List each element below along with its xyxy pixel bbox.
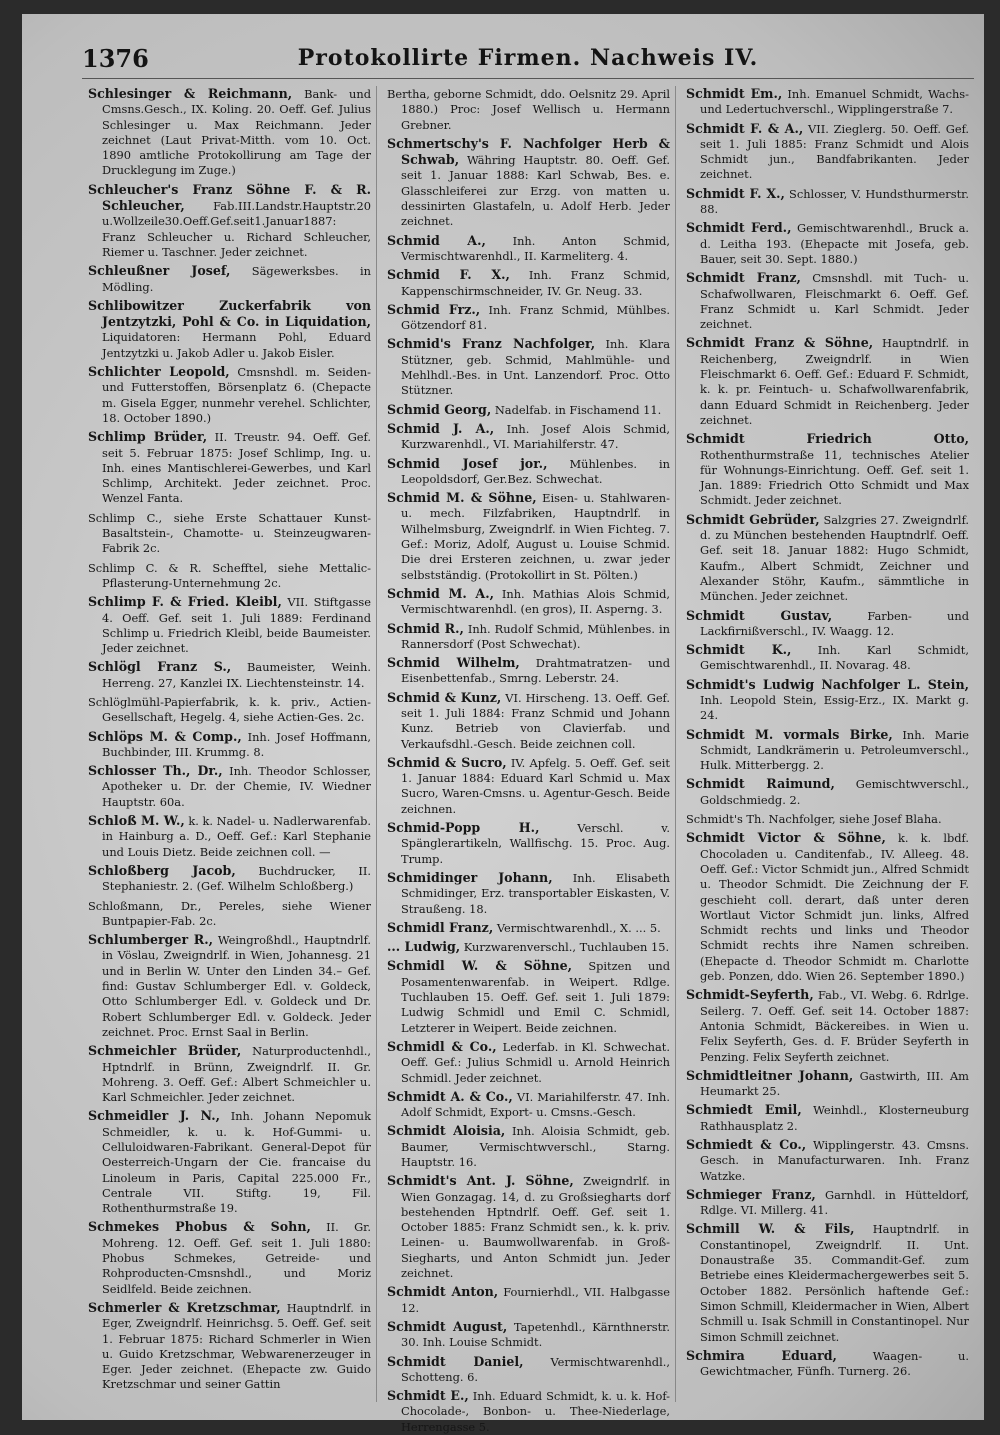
directory-entry — [686, 121, 969, 183]
entry-text: Tapetenhdl., Kärnthnerstr. 30. Inh. Louise Schmidt. — [401, 1319, 670, 1350]
entry-text: Fab., VI. Webg. 6. Rdrlge. Seilerg. 7. Oeff. Gef. seit 14. October 1887: Antonia Schmidt, Bäckereibes. in Wien u. Felix Seyferth, Ges. d. F. Brüder Seyferth in Penzing. Felix Seyferth zeichnet. — [700, 988, 969, 1064]
directory-entry — [686, 86, 969, 118]
firm-name: Schmidt Raimund, — [686, 776, 835, 792]
directory-entry — [88, 1108, 371, 1216]
firm-name: Schmid M. A., — [387, 585, 494, 601]
entry-text: Inh. Emanuel Schmidt, Wachs- und Ledertuchverschl., Wipplingerstraße 7. — [700, 87, 969, 117]
firm-name: Schmidt F. X., — [686, 185, 785, 201]
firm-name: Schmiedt & Co., — [686, 1137, 807, 1152]
entry-text: Schloßmann, Dr., Pereles, siehe Wiener Buntpapier-Fab. 2c. — [88, 898, 371, 928]
entry-text: Wipplingerstr. 43. Cmsns. Gesch. in Manufacturwaren. Inh. Franz Watzke. — [700, 1138, 969, 1183]
entry-text: Garnhdl. in Hütteldorf, Rdlge. VI. Millerg. 41. — [700, 1187, 969, 1218]
entry-text: Waagen- u. Gewichtmacher, Fünfh. Turnerg. 26. — [700, 1348, 969, 1379]
directory-entry — [387, 456, 670, 488]
directory-entry — [686, 431, 969, 508]
column-right — [686, 86, 974, 1402]
firm-name: Schmieger Franz, — [686, 1186, 816, 1202]
firm-name: ... Ludwig, — [387, 939, 461, 955]
directory-entry — [686, 335, 969, 428]
directory-entry — [387, 958, 670, 1035]
directory-entry — [387, 586, 670, 618]
firm-name: Schmill W. & Fils, — [686, 1221, 855, 1237]
entry-text: Inh. Franz Schmid, Mühlbes. Götzendorf 81. — [401, 302, 671, 333]
entry-text: Hauptndrlf. in Reichenberg, Zweigndrlf. in Wien Fleischmarkt 6. Oeff. Gef.: Eduard F. Schmidt, k. k. pr. Feintuch- u. Schafwollwarenfabrik, dann Eduard Schmidt in Reichenberg. Jeder zeichnet. — [700, 336, 970, 427]
entry-text: Naturproductenhdl., Hptndrlf. in Brünn, Zweigndrlf. II. Gr. Mohreng. 3. Oeff. Gef.: Albert Schmeichler u. Karl Schmeichler. Jeder zeichnet. — [102, 1044, 371, 1105]
directory-entry — [387, 490, 670, 583]
firm-name: Schlosser Th., Dr., — [88, 763, 223, 779]
entry-text: Währing Hauptstr. 80. Oeff. Gef. seit 1. Januar 1888: Karl Schwab, Bes. e. Glasschleiferei zur Erzg. von matten u. dessinirten Glastafeln, u. Adolf Herb. Jeder zeichnet. — [401, 153, 670, 229]
firm-name: Schmid & Sucro, — [387, 754, 507, 770]
entry-text: Hauptndrlf. in Constantinopel, Zweigndrlf. II. Unt. Donaustraße 35. Commandit-Gef. zum Betriebe eines Kleidermachergewerbes seit 5. October 1882. Persönlich haftende Gef.: Simon Schmill, Kleidermacher in Wien, Albert Schmill u. Isak Schmill in Constantinopel. Nur Simon Schmill zeichnet. — [700, 1222, 970, 1344]
entry-text: VII. Stiftgasse 4. Oeff. Gef. seit 1. Juli 1889: Ferdinand Schlimp u. Friedrich Kleibl, beide Baumeister. Jeder zeichnet. — [102, 595, 371, 656]
directory-entry — [686, 811, 969, 827]
directory-entry — [387, 233, 670, 265]
entry-text: Zweigndrlf. in Wien Gonzagag. 14, d. zu Großsiegharts dorf bestehenden Hptndrlf. Oeff. Gef. seit 1. October 1885: Franz Schmidt sen., k. k. priv. Leinen- u. Baumwollwarenfab. in Groß-Siegharts, und Anton Schmidt jun. Jeder zeichnet. — [401, 1174, 670, 1281]
entry-text: Drahtmatratzen- und Eisenbettenfab., Smrng. Leberstr. 24. — [401, 656, 670, 686]
firm-name: Schmidl Franz, — [387, 919, 494, 935]
entry-text: Inh. Mathias Alois Schmid, Vermischtwarenhdl. (en gros), II. Asperng. 3. — [401, 586, 671, 617]
entry-text: II. Treustr. 94. Oeff. Gef. seit 5. Februar 1875: Josef Schlimp, Ing. u. Inh. eines Mantischlerei-Gewerbes, und Karl Schlimp, Architekt. Jeder zeichnet. Proc. Wenzel Fanta. — [102, 430, 371, 506]
firm-name: Schmid R., — [387, 620, 464, 636]
firm-name: Schmidt Friedrich Otto, — [686, 431, 969, 447]
directory-entry — [686, 727, 969, 774]
entry-text: Inh. Eduard Schmidt, k. u. k. Hof-Chocolade-, Bonbon- u. Thee-Niederlage, Herrengasse 5. — [401, 1389, 671, 1434]
entry-text: Bank- und Cmsns.Gesch., IX. Koling. 20. Oeff. Gef. Julius Schlesinger u. Max Reichmann. Jeder zeichnet (Laut Privat-Mitth. vom 10. Oct. 1890 amtliche Protokollirung am Tage der Drucklegung im Zuge.) — [102, 87, 371, 178]
directory-entry — [686, 776, 969, 808]
firm-name: Schmidtleitner Johann, — [686, 1067, 854, 1083]
firm-name: Schmidt Em., — [686, 86, 783, 101]
entry-text: Verschl. v. Spänglerartikeln, Wallfischg. 15. Proc. Aug. Trump. — [401, 821, 670, 866]
firm-name: Schmid Frz., — [387, 301, 481, 317]
directory-entry — [88, 182, 371, 260]
page-number: 1376 — [82, 43, 149, 73]
directory-entry — [88, 510, 371, 557]
firm-name: Schlichter Leopold, — [88, 364, 230, 380]
directory-entry — [686, 1187, 969, 1219]
directory-entry — [88, 594, 371, 656]
entry-text: Inh. Anton Schmid, Vermischtwarenhdl., II. Karmeliterg. 4. — [401, 233, 670, 263]
directory-entry — [686, 987, 969, 1064]
directory-entry — [387, 136, 670, 230]
page-header — [82, 38, 974, 79]
entry-text: Inh. Aloisia Schmidt, geb. Baumer, Vermischtwverschl., Starng. Hauptstr. 16. — [401, 1124, 670, 1169]
directory-entry — [88, 1219, 371, 1296]
entry-text: Gemischtwarenhdl., Bruck a. d. Leitha 193. (Ehepacte mit Josefa, geb. Bauer, seit 30. Sept. 1880.) — [700, 221, 969, 266]
directory-entry — [387, 336, 670, 398]
firm-name: Schlesinger & Reichmann, — [88, 86, 293, 101]
firm-name: Schmidl W. & Söhne, — [387, 958, 572, 974]
directory-entry — [387, 1173, 670, 1281]
directory-entry — [88, 813, 371, 860]
entry-text: Vermischtwarenhdl., Schotteng. 6. — [401, 1354, 670, 1384]
firm-name: Schmeichler Brüder, — [88, 1043, 242, 1059]
directory-entry — [387, 1388, 670, 1435]
directory-entry — [686, 677, 969, 724]
firm-name: Schmidt Franz, — [686, 270, 801, 286]
entry-text: VI. Mariahilferstr. 47. Inh. Adolf Schmidt, Export- u. Cmsns.-Gesch. — [401, 1089, 670, 1120]
entry-text: Liquidatoren: Hermann Pohl, Eduard Jentzytzki u. Jakob Adler u. Jakob Eisler. — [102, 330, 371, 360]
entry-text: Weingroßhdl., Hauptndrlf. in Vöslau, Zweigndrlf. in Wien, Johannesg. 21 und in Berlin W. Unter den Linden 34.– Gef. find: Gustav Schlumberger Edl. v. Goldeck, Otto Schlumberger Edl. v. Goldeck und Dr. Robert Schlumberger Edl. v. Goldeck. Jeder zeichnet. Proc. Ernst Saal in Berlin. — [102, 933, 371, 1039]
entry-text: Inh. Rudolf Schmid, Mühlenbes. in Rannersdorf (Post Schwechat). — [401, 621, 670, 651]
directory-entry — [387, 302, 670, 334]
firm-name: Schmerler & Kretzschmar, — [88, 1299, 281, 1315]
firm-name: Schmidl & Co., — [387, 1038, 497, 1054]
directory-entry — [686, 1348, 969, 1380]
directory-entry — [88, 86, 371, 179]
firm-name: Schmidt A. & Co., — [387, 1088, 513, 1104]
entry-text: Fournierhdl., VII. Halbgasse 12. — [401, 1285, 670, 1315]
entry-text: Cmsnshdl. m. Seiden- und Futterstoffen, Börsenplatz 6. (Chepacte m. Gisela Egger, nunmehr verehel. Schlichter, 18. October 1890.) — [102, 365, 372, 425]
directory-entry — [387, 421, 670, 453]
entry-text: k. k. lbdf. Chocoladen u. Canditenfab., IV. Alleeg. 48. Oeff. Gef.: Victor Schmidt jun., Alfred Schmidt u. Theodor Schmidt. Die Zeichnung der F. geschieht coll. derart, daß unter deren Wortlaut Victor Schmidt jun. links, Alfred Schmidt rechts und links und Theodor Schmidt rechts ihre Namen schreiben. (Ehepacte d. Theodor Schmidt m. Charlotte geb. Ponzen, ddo. Wien 26. September 1890.) — [700, 831, 969, 984]
entry-text: Schlimp C. & R. Schefftel, siehe Mettalic-Pflasterung-Unternehmung 2c. — [88, 560, 371, 590]
firm-name: Schmidt Gebrüder, — [686, 511, 820, 527]
directory-entry — [387, 1284, 670, 1316]
directory-entry — [686, 1068, 969, 1100]
firm-name: Schmidt-Seyferth, — [686, 987, 814, 1003]
entry-text: II. Gr. Mohreng. 12. Oeff. Gef. seit 1. Juli 1880: Phobus Schmekes, Getreide- und Rohproducten-Cmsnshdl., und Moriz Seidlfeld. Beide zeichnen. — [102, 1220, 371, 1296]
directory-entry — [88, 694, 371, 726]
entry-text: Inh. Klara Stützner, geb. Schmid, Mahlmühle- und Mehlhdl.-Bes. in Unt. Lanzendorf. Proc. Otto Stützner. — [401, 337, 670, 398]
entry-text: Mühlenbes. in Leopoldsdorf, Ger.Bez. Schwechat. — [401, 456, 670, 486]
firm-name: Schmid A., — [387, 232, 486, 248]
directory-columns — [88, 86, 974, 1434]
directory-entry — [686, 186, 969, 218]
firm-name: Schmidt Aloisia, — [387, 1123, 506, 1139]
directory-entry — [387, 1354, 670, 1386]
directory-entry — [686, 220, 969, 267]
firm-name: Schlumberger R., — [88, 932, 213, 948]
firm-name: Schlibowitzer Zuckerfabrik von Jentzytzki, Pohl & Co. in Liquidation, — [88, 297, 371, 330]
entry-text: Schlosser, V. Hundsthurmerstr. 88. — [700, 186, 969, 217]
directory-entry — [686, 270, 969, 332]
firm-name: Schmid Georg, — [387, 401, 492, 417]
directory-entry — [686, 1102, 969, 1134]
directory-entry — [387, 870, 670, 917]
entry-text: Hauptndrlf. in Eger, Zweigndrlf. Heinrichsg. 5. Oeff. Gef. seit 1. Februar 1875: Richard Schmerler in Wien u. Guido Kretzschmar, Webwarenerzeuger in Eger. Jeder zeichnet. (Ehepacte zw. Guido Kretzschmar und seiner Gattin — [102, 1300, 372, 1392]
entry-text: Inh. Johann Nepomuk Schmeidler, k. u. k. Hof-Gummi- u. Celluloidwaren-Fabrikant. General-Depot für Oesterreich-Ungarn der Cie. francaise du Linoleum in Paris, Capital 225.000 Fr., Centrale VII. Stiftg. 19, Fil. Rothenthurmstraße 19. — [102, 1109, 372, 1216]
firm-name: Schmidt Anton, — [387, 1284, 499, 1300]
entry-text: Vermischtwarenhdl., X. ... 5. — [493, 920, 661, 935]
entry-text: Schlöglmühl-Papierfabrik, k. k. priv., Actien-Gesellschaft, Hegelg. 4, siehe Actien-Ges. 2c. — [88, 694, 371, 725]
entry-text: Rothenthurmstraße 11, technisches Atelier für Wohnungs-Einrichtung. Oeff. Gef. seit 1. Jan. 1889: Friedrich Otto Schmidt und Max Schmidt. Jeder zeichnet. — [700, 447, 969, 508]
entry-text: Cmsnshdl. mit Tuch- u. Schafwollwaren, Fleischmarkt 6. Oeff. Gef. Franz Schmidt u. Karl Schmidt. Jeder zeichnet. — [700, 271, 969, 332]
entry-text: Weinhdl., Klosterneuburg Rathhausplatz 2. — [700, 1103, 969, 1133]
entry-text: Spitzen und Posamentenwarenfab. in Weipert. Rdlge. Tuchlauben 15. Oeff. Gef. seit 1. Juli 1879: Ludwig Schmidl und Emil C. Schmidl, Letzterer in Weipert. Beide zeichnen. — [401, 959, 670, 1035]
firm-name: Schmidt Ferd., — [686, 220, 792, 236]
entry-text: Inh. Elisabeth Schmidinger, Erz. transportabler Eiskasten, V. Straußeng. 18. — [401, 870, 670, 916]
entry-text: Gemischtwverschl., Goldschmiedg. 2. — [700, 777, 969, 807]
directory-entry — [387, 1039, 670, 1086]
directory-entry — [686, 1137, 969, 1184]
directory-entry — [686, 642, 969, 674]
firm-name: Schmid's Franz Nachfolger, — [387, 336, 596, 352]
entry-text: IV. Apfelg. 5. Oeff. Gef. seit 1. Januar 1884: Eduard Karl Schmid u. Max Sucro, Waren-Cmsns. u. Agentur-Gesch. Beide zeichnen. — [401, 755, 670, 816]
entry-text: Fab.III.Landstr.Hauptstr.20 u.Wollzeile30.Oeff.Gef.seit1.Januar1887: Franz Schleucher u. Richard Schleucher, Riemer u. Taschner. Jeder zeichnet. — [102, 199, 371, 259]
firm-name: Schmid J. A., — [387, 420, 495, 436]
directory-entry — [387, 755, 670, 817]
entry-text: Inh. Leopold Stein, Essig-Erz., IX. Markt g. 24. — [700, 692, 969, 723]
directory-entry — [88, 560, 371, 592]
directory-entry — [387, 920, 670, 936]
directory-entry — [88, 659, 371, 691]
entry-text: Nadelfab. in Fischamend 11. — [491, 402, 662, 417]
column-left — [88, 86, 377, 1402]
firm-name: Schmidt F. & A., — [686, 120, 804, 136]
book-page — [22, 14, 984, 1434]
directory-entry — [88, 763, 371, 810]
firm-name: Schmid F. X., — [387, 267, 510, 283]
directory-entry — [88, 298, 371, 361]
directory-entry — [88, 932, 371, 1040]
directory-entry — [387, 820, 670, 867]
entry-text: Salzgries 27. Zweigndrlf. d. zu München bestehenden Hauptndrlf. Oeff. Gef. seit 18. Januar 1882: Hugo Schmidt, Kaufm., Albert Schmidt, Zeichner und Alexander Stöhr, Kaufm., sämmtliche in München. Jeder zeichnet. — [700, 512, 969, 604]
firm-name: Schmidt August, — [387, 1318, 508, 1334]
firm-name: Schmidt Victor & Söhne, — [686, 830, 886, 846]
directory-entry — [686, 512, 969, 605]
entry-text: VI. Hirscheng. 13. Oeff. Gef. seit 1. Juli 1884: Franz Schmid und Johann Kunz. Betrieb von Clavierfab. und Verkaufsdhl.-Gesch. Beide zeichnen coll. — [401, 690, 670, 751]
directory-entry — [387, 655, 670, 687]
entry-text: Buchdrucker, II. Stephaniestr. 2. (Gef. Wilhelm Schloßberg.) — [102, 863, 371, 894]
entry-text: Schlimp C., siehe Erste Schattauer Kunst-Basaltstein-, Chamotte- u. Steinzeugwaren-Fabrik 2c. — [88, 510, 371, 556]
firm-name: Schloßberg Jacob, — [88, 862, 236, 878]
firm-name: Schmidt's Ludwig Nachfolger L. Stein, — [686, 676, 969, 692]
directory-entry — [88, 429, 371, 506]
firm-name: Schmid Josef jor., — [387, 455, 548, 471]
firm-name: Schmeidler J. N., — [88, 1108, 221, 1124]
firm-name: Schloß M. W., — [88, 813, 185, 829]
directory-entry — [88, 263, 371, 295]
entry-text: Farben- und Lackfirnißverschl., IV. Waagg. 12. — [700, 608, 969, 638]
directory-entry — [387, 402, 670, 418]
entry-text: Gastwirth, III. Am Heumarkt 25. — [700, 1068, 969, 1099]
firm-name: Schmertschy's F. Nachfolger Herb & Schwab, — [387, 135, 670, 168]
directory-entry — [387, 1123, 670, 1170]
firm-name: Schlöps M. & Comp., — [88, 728, 242, 744]
directory-entry — [686, 830, 969, 984]
directory-entry — [686, 608, 969, 640]
directory-entry — [88, 1043, 371, 1105]
column-middle — [387, 86, 676, 1434]
firm-name: Schlimp F. & Fried. Kleibl, — [88, 594, 282, 610]
firm-name: Schmekes Phobus & Sohn, — [88, 1219, 311, 1235]
firm-name: Schmid-Popp H., — [387, 820, 540, 836]
directory-entry — [387, 86, 670, 133]
directory-entry — [387, 1089, 670, 1121]
firm-name: Schmid Wilhelm, — [387, 655, 520, 671]
firm-name: Schmidt K., — [686, 642, 792, 658]
directory-entry — [88, 364, 371, 426]
entry-text: Inh. Theodor Schlosser, Apotheker u. Dr. der Chemie, IV. Wiedner Hauptstr. 60a. — [102, 764, 372, 809]
firm-name: Schmidinger Johann, — [387, 869, 553, 885]
firm-name: Schmidt E., — [387, 1388, 469, 1404]
firm-name: Schmira Eduard, — [686, 1347, 837, 1363]
entry-text: Kurzwarenverschl., Tuchlauben 15. — [460, 940, 670, 955]
directory-entry — [387, 690, 670, 752]
firm-name: Schmid M. & Söhne, — [387, 490, 537, 506]
entry-text: Bertha, geborne Schmidt, ddo. Oelsnitz 29. April 1880.) Proc: Josef Wellisch u. Hermann Grebner. — [387, 87, 670, 132]
firm-name: Schleußner Josef, — [88, 263, 231, 279]
directory-entry — [387, 1319, 670, 1351]
entry-text: Eisen- u. Stahlwaren- u. mech. Filzfabriken, Hauptndrlf. in Wilhelmsburg, Zweigndrlf. in Wien Fichteg. 7. Gef.: Moriz, Adolf, August u. Louise Schmid. Die drei Ersteren zeichnen, u. zwar jeder selbstständig. (Protokollirt in St. Pölten.) — [401, 491, 670, 582]
firm-name: Schmidt's Ant. J. Söhne, — [387, 1173, 574, 1189]
directory-entry — [88, 863, 371, 895]
firm-name: Schmidt Gustav, — [686, 607, 833, 623]
entry-text: Inh. Josef Hoffmann, Buchbinder, III. Krummg. 8. — [102, 729, 372, 759]
entry-text: Sägewerksbes. in Mödling. — [102, 264, 371, 294]
entry-text: Baumeister, Weinh. Herreng. 27, Kanzlei IX. Liechtensteinstr. 14. — [102, 660, 371, 690]
entry-text: VII. Zieglerg. 50. Oeff. Gef. seit 1. Juli 1885: Franz Schmidt und Alois Schmidt jun., Bandfabrikanten. Jeder zeichnet. — [700, 121, 969, 182]
entry-text: Inh. Josef Alois Schmid, Kurzwarenhdl., VI. Mariahilferstr. 47. — [401, 421, 670, 452]
directory-entry — [88, 1300, 371, 1393]
firm-name: Schlögl Franz S., — [88, 659, 232, 675]
firm-name: Schmidt Franz & Söhne, — [686, 335, 874, 351]
firm-name: Schmidt Daniel, — [387, 1353, 524, 1369]
entry-text: Lederfab. in Kl. Schwechat. Oeff. Gef.: Julius Schmidl u. Arnold Heinrich Schmidl. Jeder zeichnet. — [401, 1039, 671, 1085]
directory-entry — [387, 267, 670, 299]
directory-entry — [88, 729, 371, 761]
directory-entry — [387, 939, 670, 955]
directory-entry — [686, 1221, 969, 1344]
firm-name: Schmiedt Emil, — [686, 1102, 802, 1118]
firm-name: Schleucher's Franz Söhne F. & R. Schleucher, — [88, 181, 371, 214]
entry-text: k. k. Nadel- u. Nadlerwarenfab. in Hainburg a. D., Oeff. Gef.: Karl Stephanie und Louis Dietz. Beide zeichnen coll. — — [102, 814, 372, 859]
entry-text: Schmidt's Th. Nachfolger, siehe Josef Blaha. — [686, 812, 942, 827]
entry-text: Inh. Franz Schmid, Kappenschirmschneider, IV. Gr. Neug. 33. — [401, 268, 670, 298]
page-title: Protokollirte Firmen. Nachweis IV. — [297, 45, 759, 71]
firm-name: Schmid & Kunz, — [387, 689, 502, 705]
directory-entry — [88, 898, 371, 930]
directory-entry — [387, 621, 670, 653]
entry-text: Inh. Marie Schmidt, Landkrämerin u. Petroleumverschl., Hulk. Mitterbergg. 2. — [700, 727, 970, 773]
entry-text: Inh. Karl Schmidt, Gemischtwarenhdl., II. Novarag. 48. — [700, 643, 969, 673]
firm-name: Schmidt M. vormals Birke, — [686, 726, 893, 742]
firm-name: Schlimp Brüder, — [88, 429, 208, 445]
